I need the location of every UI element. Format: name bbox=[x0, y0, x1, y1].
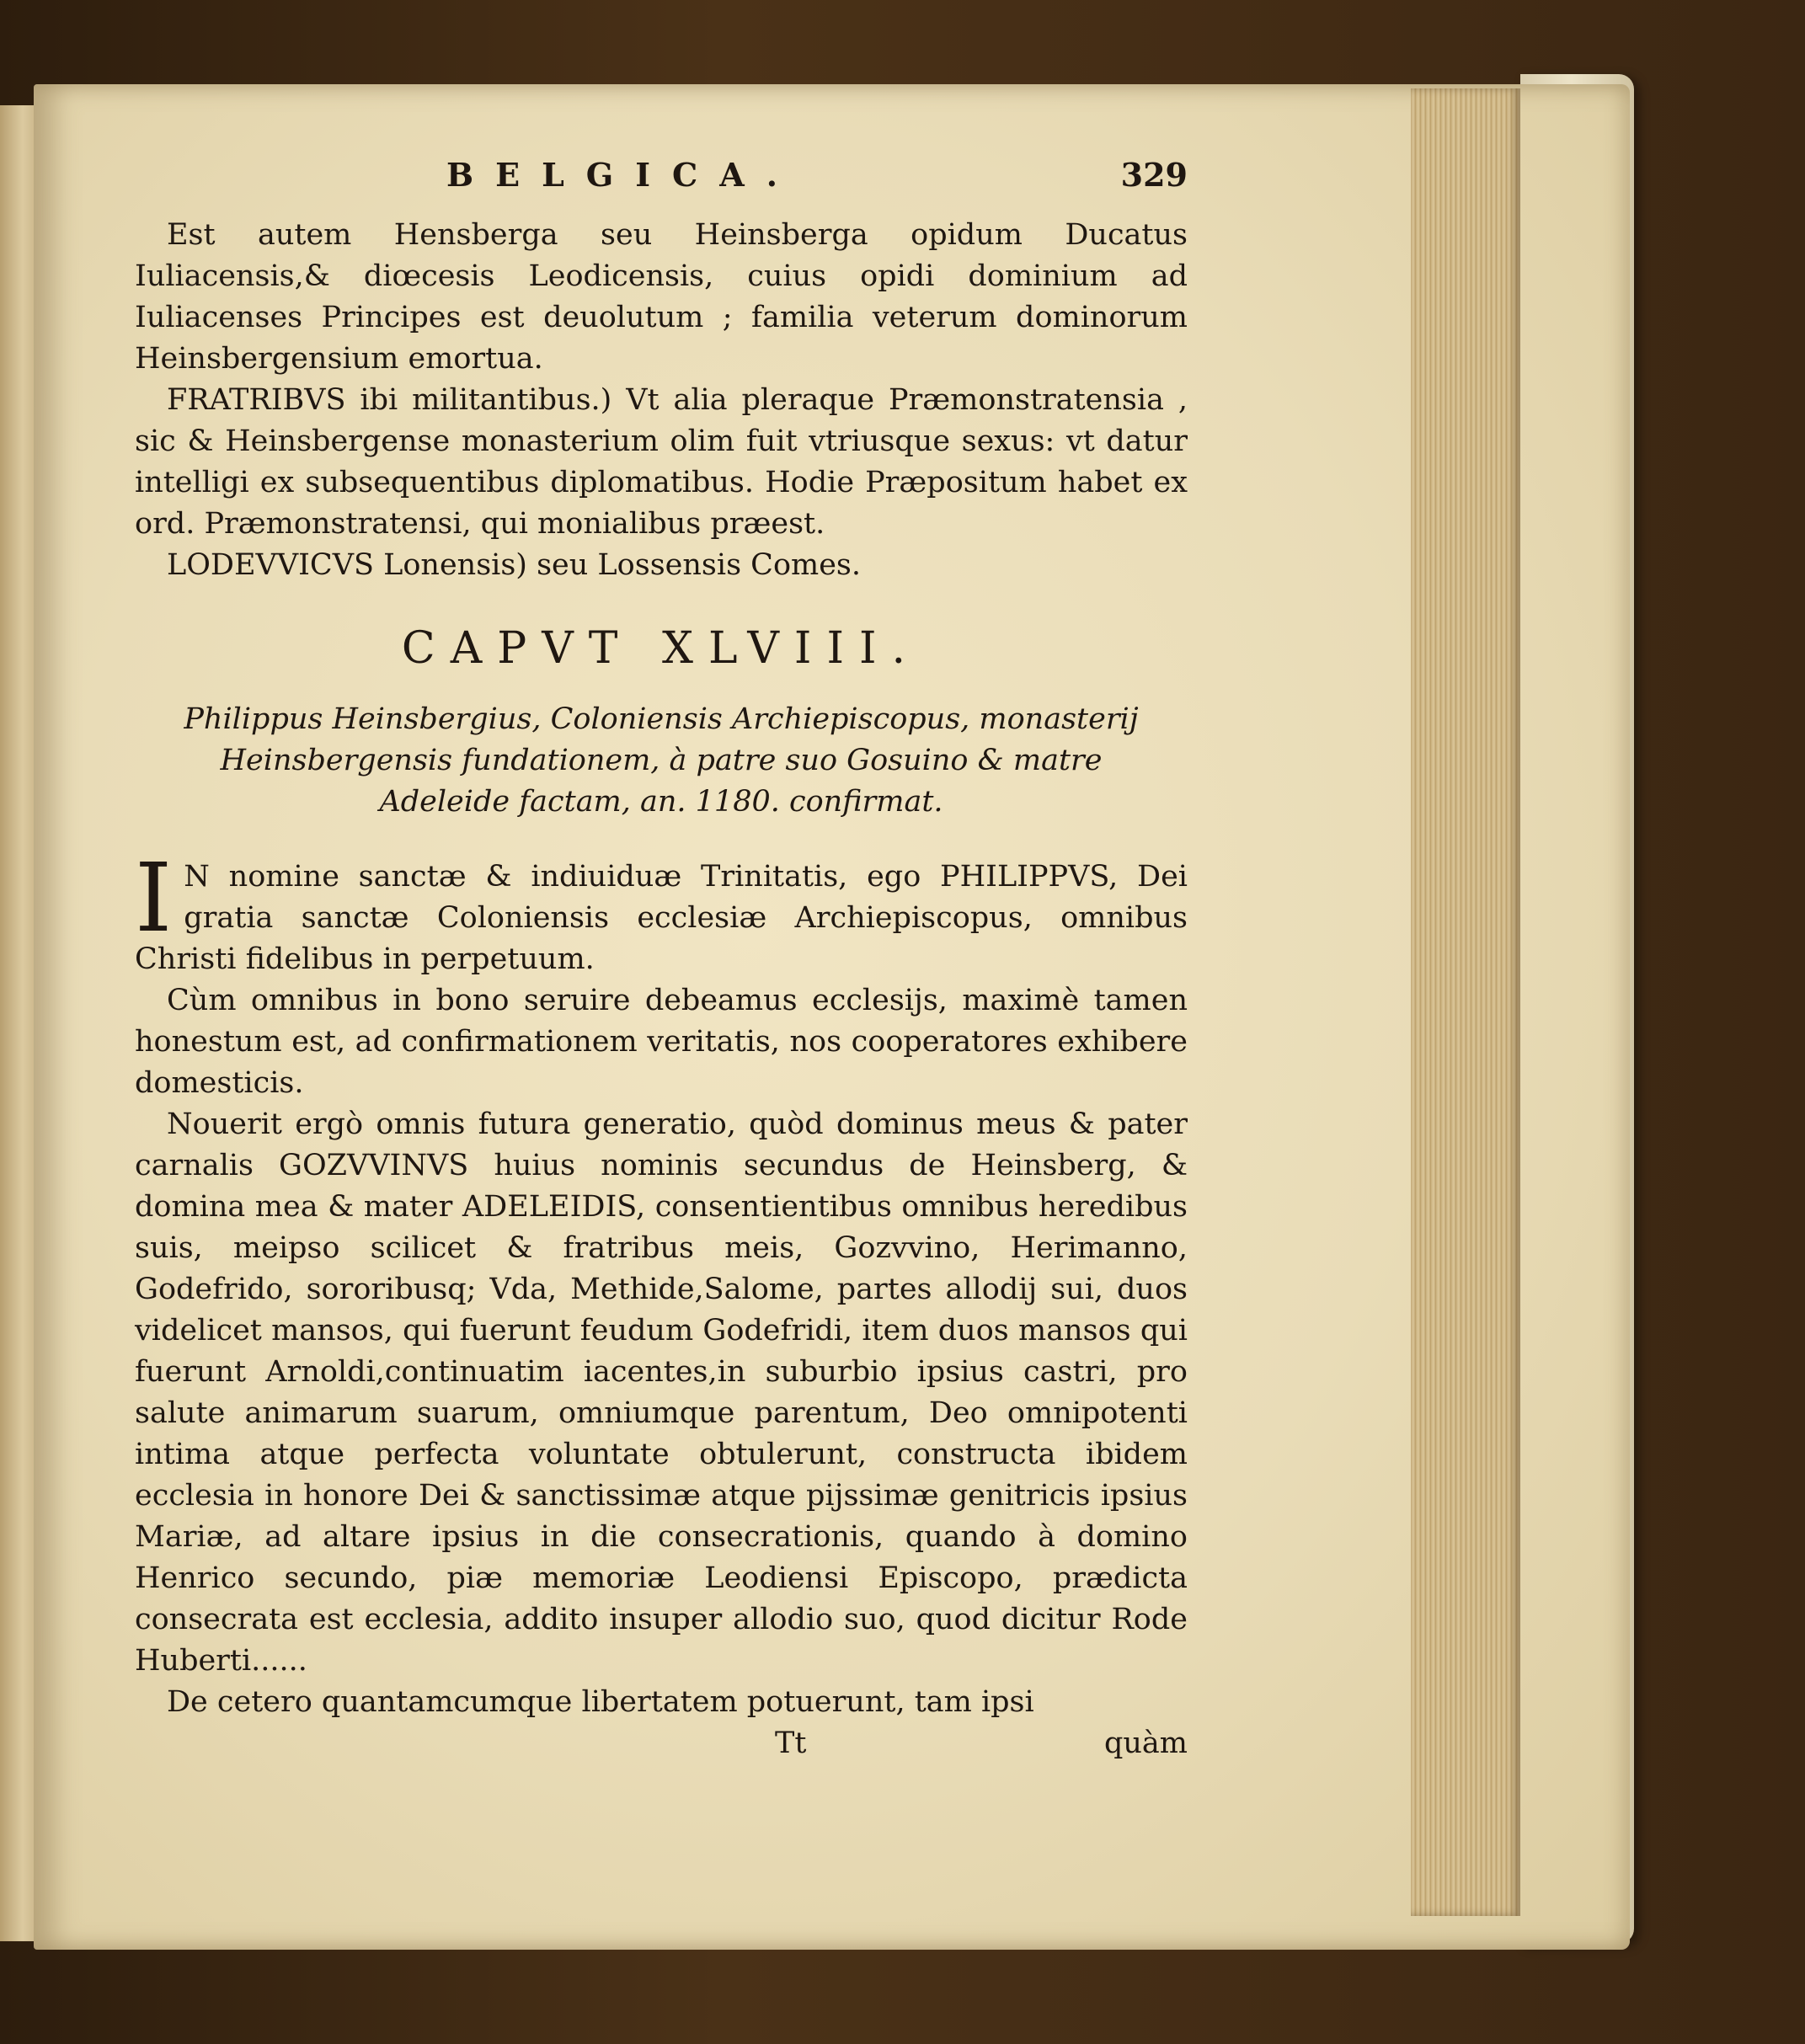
page-footer bbox=[135, 1723, 1188, 1764]
paragraph-nouerit: Nouerit ergò omnis futura generatio, quòd dominus meus & pater carnalis GOZVVINVS huius nominis secundus de Heinsberg, & domina mea & mater ADELEIDIS, consentientibus omnibus heredibus suis, meipso scilicet & fratribus meis, Gozvvino, Herimanno, Godefrido, sororibusq; Vda, Methide,Salome, partes allodij sui, duos videlicet mansos, qui fuerunt feudum Godefridi, item duos mansos qui fuerunt Arnoldi,continuatim iacentes,in suburbio ipsius castri, pro salute animarum suarum, omniumque parentum, Deo omnipotenti intima atque perfecta voluntate obtulerunt, constructa ibidem ecclesia in honore Dei & sanctissimæ atque pijssimæ genitricis ipsius Mariæ, ad altare ipsius in die consecrationis, quando à domino Henrico secundo, piæ memoriæ Leodiensi Episcopo, prædicta consecrata est ecclesia, addito insuper allodio suo, quod dicitur Rode Huberti...... bbox=[135, 1107, 1188, 1678]
chapter-summary: Philippus Heinsbergius, Coloniensis Archiepiscopus, monasterij Heinsbergensis fundationem, à patre suo Gosuino & matre Adeleide factam, an. 1180. confirmat. bbox=[184, 702, 1139, 819]
page-number: 329 bbox=[1120, 156, 1188, 194]
page-text bbox=[135, 156, 1188, 1764]
running-head: BELGICA. bbox=[446, 156, 799, 194]
catchword: quàm bbox=[1103, 1726, 1188, 1760]
drop-cap: I bbox=[135, 844, 173, 953]
paragraph-fratribus: FRATRIBVS ibi militantibus.) Vt alia pleraque Præmonstratensia , sic & Heinsbergense monasterium olim fuit vtriusque sexus: vt datur intelligi ex subsequentibus diplomatibus. Hodie Præpositum habet ex ord. Præmonstratensi, qui monialibus præest. bbox=[135, 383, 1188, 541]
signature-mark: Tt bbox=[775, 1726, 807, 1760]
paragraph-lodevvicus: LODEVVICVS Lonensis) seu Lossensis Comes. bbox=[167, 548, 862, 582]
charter-opening-text: N nomine sanctæ & indiuiduæ Trinitatis, ego PHILIPPVS, Dei gratia sanctæ Coloniensis ecclesiæ Archiepiscopus, omnibus Christi fidelibus in perpetuum. bbox=[135, 860, 1188, 976]
page-header bbox=[135, 156, 1188, 215]
paragraph-de-cetero: De cetero quantamcumque libertatem potuerunt, tam ipsi bbox=[167, 1685, 1034, 1719]
paragraph-hensberga: Est autem Hensberga seu Heinsberga opidum Ducatus Iuliacensis,& diœcesis Leodicensis, cuius opidi dominium ad Iuliacenses Principes est deuolutum ; familia veterum dominorum Heinsbergensium emortua. bbox=[135, 218, 1188, 376]
charter-opening bbox=[135, 844, 1188, 980]
chapter-title: CAPVT XLVIII. bbox=[401, 623, 921, 674]
paragraph-cum-omnibus: Cùm omnibus in bono seruire debeamus ecclesijs, maximè tamen honestum est, ad confirmationem veritatis, nos cooperatores exhibere domesticis. bbox=[135, 984, 1188, 1100]
page-fore-edge bbox=[1411, 88, 1520, 1916]
